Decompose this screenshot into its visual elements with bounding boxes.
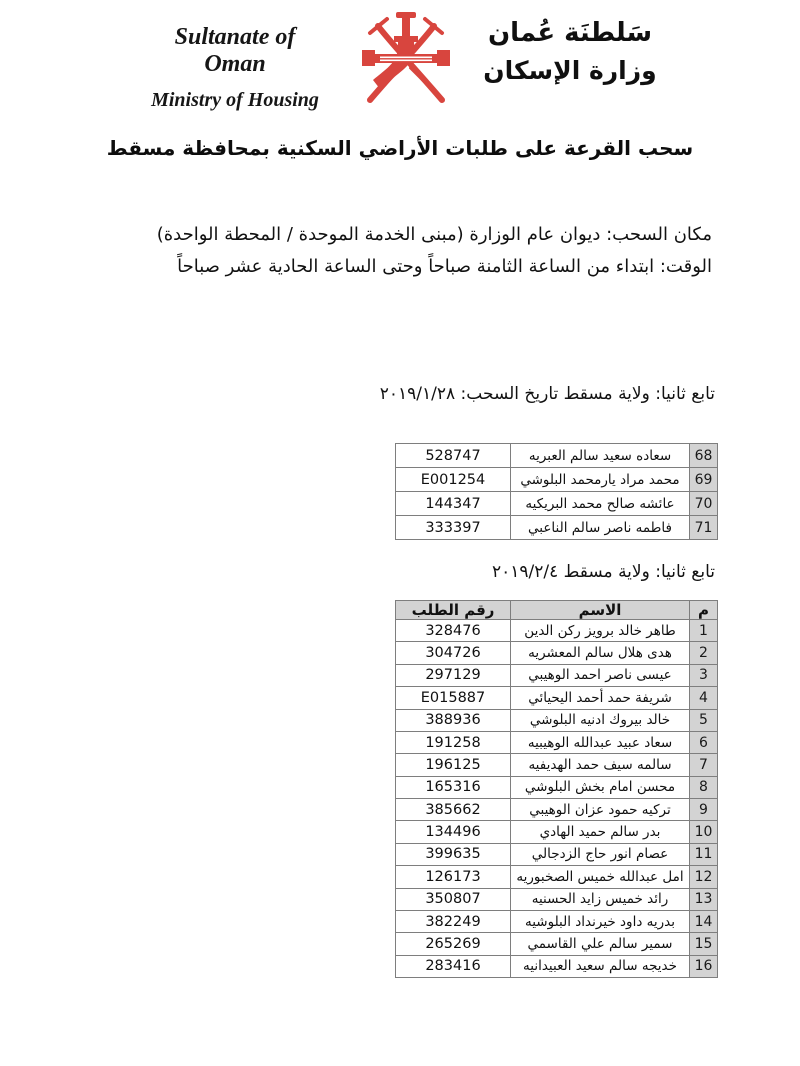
applicant-name-cell: سعاده سعيد سالم العبريه (511, 444, 690, 468)
request-number-cell: 126173 (396, 866, 511, 888)
ministry-arabic-text: وزارة الإسكان (483, 56, 657, 85)
request-column-header: رقم الطلب (396, 601, 511, 620)
serial-number-cell: 7 (690, 754, 718, 776)
applicant-name-cell: هدى هلال سالم المعشريه (511, 642, 690, 664)
request-number-cell: 350807 (396, 888, 511, 910)
request-number-cell: 399635 (396, 843, 511, 865)
table-row (396, 843, 718, 865)
table-row (396, 799, 718, 821)
request-number-cell: 328476 (396, 620, 511, 642)
request-number-cell: E001254 (396, 468, 511, 492)
request-number-cell: 165316 (396, 776, 511, 798)
document-title: سحب القرعة على طلبات الأراضي السكنية بمحافظة مسقط (106, 136, 694, 160)
sultanate-arabic-text: سَلطنَة عُمان (487, 18, 653, 48)
serial-number-cell: 14 (690, 910, 718, 932)
letterhead-arabic (470, 16, 670, 88)
request-number-cell: 196125 (396, 754, 511, 776)
request-number-cell: 144347 (396, 492, 511, 516)
name-column-header: الاسم (511, 601, 690, 620)
request-number-cell: 265269 (396, 933, 511, 955)
request-number-cell: 283416 (396, 955, 511, 977)
table-row (396, 933, 718, 955)
applicant-name-cell: محمد مراد يارمحمد البلوشي (511, 468, 690, 492)
oman-national-emblem-icon (356, 10, 456, 110)
serial-number-cell: 11 (690, 843, 718, 865)
applicant-name-cell: عيسى ناصر احمد الوهيبي (511, 664, 690, 686)
table-row (396, 687, 718, 709)
serial-column-header: م (690, 601, 718, 620)
applicant-name-cell: سمير سالم علي القاسمي (511, 933, 690, 955)
table-row (396, 866, 718, 888)
serial-number-cell: 68 (690, 444, 718, 468)
request-number-cell: 134496 (396, 821, 511, 843)
serial-number-cell: 16 (690, 955, 718, 977)
table-row (396, 888, 718, 910)
serial-number-cell: 10 (690, 821, 718, 843)
table-row (396, 821, 718, 843)
table-row (396, 620, 718, 642)
serial-number-cell: 71 (690, 516, 718, 540)
applicant-name-cell: سعاد عبيد عبدالله الوهيبيه (511, 731, 690, 753)
applicant-name-cell: طاهر خالد برويز ركن الدين (511, 620, 690, 642)
serial-number-cell: 5 (690, 709, 718, 731)
applicant-name-cell: محسن امام بخش البلوشي (511, 776, 690, 798)
applicant-name-cell: شريفة حمد أحمد اليحيائي (511, 687, 690, 709)
request-number-cell: 297129 (396, 664, 511, 686)
serial-number-cell: 69 (690, 468, 718, 492)
section-heading-feb4: تابع ثانيا: ولاية مسقط ٢٠١٩/٢/٤ (492, 562, 715, 582)
serial-number-cell: 3 (690, 664, 718, 686)
section-heading-jan28: تابع ثانيا: ولاية مسقط تاريخ السحب: ٢٠١٩/١/٢٨ (379, 384, 715, 404)
intro-paragraph (157, 219, 712, 283)
serial-number-cell: 70 (690, 492, 718, 516)
table-row (396, 468, 718, 492)
table-header-row (396, 601, 718, 620)
request-number-cell: E015887 (396, 687, 511, 709)
serial-number-cell: 8 (690, 776, 718, 798)
applicant-name-cell: بدر سالم حميد الهادي (511, 821, 690, 843)
draw-location-line: مكان السحب: ديوان عام الوزارة (مبنى الخدمة الموحدة / المحطة الواحدة) (156, 224, 712, 245)
applicant-name-cell: خالد بيروك ادنيه البلوشي (511, 709, 690, 731)
table-row (396, 516, 718, 540)
table-row (396, 642, 718, 664)
table-row (396, 776, 718, 798)
applicant-name-cell: فاطمه ناصر سالم الناعبي (511, 516, 690, 540)
serial-number-cell: 15 (690, 933, 718, 955)
serial-number-cell: 9 (690, 799, 718, 821)
applicant-name-cell: خديجه سالم سعيد العبيدانيه (511, 955, 690, 977)
table-row (396, 444, 718, 468)
applicant-name-cell: عصام انور حاج الزدجالي (511, 843, 690, 865)
table-row (396, 731, 718, 753)
lottery-table-jan28 (395, 443, 718, 540)
table-row (396, 910, 718, 932)
applicant-name-cell: سالمه سيف حمد الهديفيه (511, 754, 690, 776)
request-number-cell: 304726 (396, 642, 511, 664)
table-row (396, 754, 718, 776)
serial-number-cell: 4 (690, 687, 718, 709)
letterhead-english (146, 24, 324, 112)
table-row (396, 955, 718, 977)
serial-number-cell: 1 (690, 620, 718, 642)
table-row (396, 664, 718, 686)
table-row (396, 492, 718, 516)
lottery-table-feb4 (395, 600, 718, 978)
serial-number-cell: 6 (690, 731, 718, 753)
request-number-cell: 382249 (396, 910, 511, 932)
applicant-name-cell: امل عبدالله خميس الصخبوريه (511, 866, 690, 888)
draw-time-line: الوقت: ابتداء من الساعة الثامنة صباحاً وحتى الساعة الحادية عشر صباحاً (177, 256, 712, 277)
request-number-cell: 385662 (396, 799, 511, 821)
request-number-cell: 388936 (396, 709, 511, 731)
ministry-english-text: Ministry of Housing (151, 89, 319, 111)
serial-number-cell: 13 (690, 888, 718, 910)
request-number-cell: 191258 (396, 731, 511, 753)
request-number-cell: 528747 (396, 444, 511, 468)
applicant-name-cell: رائد خميس زايد الحسنيه (511, 888, 690, 910)
table-row (396, 709, 718, 731)
applicant-name-cell: عائشه صالح محمد البريكيه (511, 492, 690, 516)
sultanate-english-text: Sultanate of Oman (174, 24, 296, 77)
serial-number-cell: 12 (690, 866, 718, 888)
request-number-cell: 333397 (396, 516, 511, 540)
applicant-name-cell: بدريه داود خيرنداد البلوشيه (511, 910, 690, 932)
serial-number-cell: 2 (690, 642, 718, 664)
applicant-name-cell: تركيه حمود عزان الوهيبي (511, 799, 690, 821)
